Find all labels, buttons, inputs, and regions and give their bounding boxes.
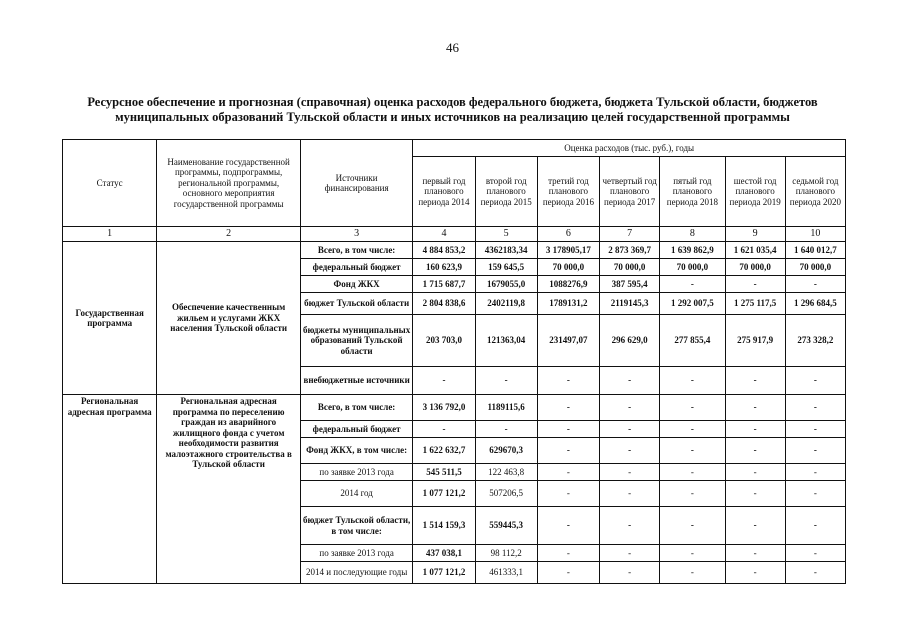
funding-source-cell: Фонд ЖКХ, в том числе:	[300, 438, 412, 464]
value-cell: -	[785, 481, 845, 507]
value-cell: -	[725, 481, 785, 507]
value-cell: -	[537, 545, 599, 562]
value-cell: -	[600, 395, 660, 421]
value-cell: -	[725, 545, 785, 562]
value-cell: 203 703,0	[413, 315, 475, 367]
title-line-1: Ресурсное обеспечение и прогнозная (справочная) оценка расходов федерального бюджета, бюджета Тульской области, бюджетов	[87, 95, 818, 109]
value-cell: 1088276,9	[537, 276, 599, 293]
title-line-2: муниципальных образований Тульской области и иных источников на реализацию целей государственной программы	[115, 110, 790, 124]
value-cell: 629670,3	[475, 438, 537, 464]
value-cell: 70 000,0	[537, 259, 599, 276]
table-row	[63, 395, 846, 421]
value-cell: 4362183,34	[475, 242, 537, 259]
value-cell: -	[475, 421, 537, 438]
value-cell: -	[600, 367, 660, 395]
funding-source-cell: внебюджетные источники	[300, 367, 412, 395]
program-name-cell: Обеспечение качественным жильем и услугами ЖКХ населения Тульской области	[157, 242, 301, 395]
header-year-5: пятый год планового периода 2018	[660, 157, 725, 227]
col-number: 9	[725, 227, 785, 242]
funding-source-cell: федеральный бюджет	[300, 259, 412, 276]
value-cell: 1 077 121,2	[413, 481, 475, 507]
value-cell: -	[725, 438, 785, 464]
value-cell: 1 715 687,7	[413, 276, 475, 293]
value-cell: -	[413, 367, 475, 395]
funding-source-cell: Всего, в том числе:	[300, 242, 412, 259]
value-cell: -	[537, 464, 599, 481]
header-row-1	[63, 140, 846, 157]
value-cell: 1 275 117,5	[725, 293, 785, 315]
value-cell: 1 639 862,9	[660, 242, 725, 259]
header-row-numbers	[63, 227, 846, 242]
funding-source-cell: бюджет Тульской области	[300, 293, 412, 315]
value-cell: 159 645,5	[475, 259, 537, 276]
value-cell: -	[660, 395, 725, 421]
value-cell: -	[785, 395, 845, 421]
value-cell: 160 623,9	[413, 259, 475, 276]
value-cell: -	[785, 464, 845, 481]
value-cell: -	[600, 464, 660, 481]
value-cell: 70 000,0	[660, 259, 725, 276]
value-cell: -	[600, 507, 660, 545]
value-cell: 4 884 853,2	[413, 242, 475, 259]
value-cell: -	[785, 421, 845, 438]
col-number: 10	[785, 227, 845, 242]
header-sources: Источники финансирования	[300, 140, 412, 227]
value-cell: 1 622 632,7	[413, 438, 475, 464]
value-cell: 1 640 012,7	[785, 242, 845, 259]
header-year-2: второй год планового периода 2015	[475, 157, 537, 227]
value-cell: -	[660, 438, 725, 464]
col-number: 2	[157, 227, 301, 242]
value-cell: -	[600, 438, 660, 464]
value-cell: 1 077 121,2	[413, 562, 475, 584]
value-cell: -	[725, 276, 785, 293]
value-cell: -	[600, 481, 660, 507]
header-year-3: третий год планового периода 2016	[537, 157, 599, 227]
value-cell: 275 917,9	[725, 315, 785, 367]
value-cell: -	[785, 507, 845, 545]
col-number: 8	[660, 227, 725, 242]
col-number: 7	[600, 227, 660, 242]
value-cell: -	[725, 562, 785, 584]
value-cell: -	[660, 481, 725, 507]
col-number: 6	[537, 227, 599, 242]
value-cell: -	[660, 562, 725, 584]
value-cell: -	[725, 367, 785, 395]
value-cell: 437 038,1	[413, 545, 475, 562]
value-cell: 1 621 035,4	[725, 242, 785, 259]
funding-source-cell: 2014 и последующие годы	[300, 562, 412, 584]
table-row	[63, 242, 846, 259]
value-cell: -	[537, 395, 599, 421]
value-cell: -	[600, 421, 660, 438]
value-cell: -	[537, 481, 599, 507]
header-year-6: шестой год планового периода 2019	[725, 157, 785, 227]
document-title	[40, 95, 865, 125]
value-cell: -	[785, 438, 845, 464]
value-cell: 273 328,2	[785, 315, 845, 367]
funding-source-cell: по заявке 2013 года	[300, 545, 412, 562]
value-cell: 1 296 684,5	[785, 293, 845, 315]
value-cell: 2 873 369,7	[600, 242, 660, 259]
value-cell: 2402119,8	[475, 293, 537, 315]
value-cell: -	[537, 367, 599, 395]
value-cell: -	[660, 545, 725, 562]
col-number: 5	[475, 227, 537, 242]
status-cell: Государственная программа	[63, 242, 157, 395]
value-cell: -	[600, 545, 660, 562]
col-number: 4	[413, 227, 475, 242]
resource-table	[62, 139, 846, 584]
value-cell: -	[785, 562, 845, 584]
value-cell: 1 292 007,5	[660, 293, 725, 315]
funding-source-cell: Всего, в том числе:	[300, 395, 412, 421]
value-cell: -	[660, 421, 725, 438]
value-cell: 231497,07	[537, 315, 599, 367]
value-cell: -	[725, 507, 785, 545]
value-cell: 3 178905,17	[537, 242, 599, 259]
value-cell: -	[660, 367, 725, 395]
value-cell: 507206,5	[475, 481, 537, 507]
value-cell: 296 629,0	[600, 315, 660, 367]
value-cell: -	[785, 545, 845, 562]
header-estimate: Оценка расходов (тыс. руб.), годы	[413, 140, 846, 157]
col-number: 3	[300, 227, 412, 242]
header-status: Статус	[63, 140, 157, 227]
value-cell: 1679055,0	[475, 276, 537, 293]
header-year-7: седьмой год планового периода 2020	[785, 157, 845, 227]
section-regional-program	[63, 395, 846, 584]
value-cell: -	[537, 562, 599, 584]
funding-source-cell: по заявке 2013 года	[300, 464, 412, 481]
header-name: Наименование государственной программы, подпрограммы, региональной программы, основного мероприятия государственной программы	[157, 140, 301, 227]
value-cell: -	[537, 421, 599, 438]
value-cell: 70 000,0	[725, 259, 785, 276]
value-cell: -	[785, 276, 845, 293]
value-cell: 1789131,2	[537, 293, 599, 315]
value-cell: -	[475, 367, 537, 395]
value-cell: -	[413, 421, 475, 438]
value-cell: 122 463,8	[475, 464, 537, 481]
value-cell: -	[725, 395, 785, 421]
value-cell: 2119145,3	[600, 293, 660, 315]
value-cell: 559445,3	[475, 507, 537, 545]
page-number: 46	[446, 40, 459, 55]
value-cell: -	[725, 421, 785, 438]
value-cell: 2 804 838,6	[413, 293, 475, 315]
value-cell: -	[725, 464, 785, 481]
funding-source-cell: бюджет Тульской области, в том числе:	[300, 507, 412, 545]
value-cell: 1189115,6	[475, 395, 537, 421]
col-number: 1	[63, 227, 157, 242]
value-cell: -	[660, 276, 725, 293]
program-name-cell: Региональная адресная программа по переселению граждан из аварийного жилищного фонда с учетом необходимости развития малоэтажного строительства в Тульской области	[157, 395, 301, 584]
value-cell: 70 000,0	[785, 259, 845, 276]
value-cell: -	[537, 438, 599, 464]
value-cell: 121363,04	[475, 315, 537, 367]
value-cell: 387 595,4	[600, 276, 660, 293]
value-cell: 70 000,0	[600, 259, 660, 276]
value-cell: 277 855,4	[660, 315, 725, 367]
value-cell: -	[660, 507, 725, 545]
value-cell: 98 112,2	[475, 545, 537, 562]
value-cell: 1 514 159,3	[413, 507, 475, 545]
funding-source-cell: федеральный бюджет	[300, 421, 412, 438]
status-cell: Региональная адресная программа	[63, 395, 157, 584]
value-cell: -	[660, 464, 725, 481]
funding-source-cell: 2014 год	[300, 481, 412, 507]
value-cell: -	[600, 562, 660, 584]
header-year-4: четвертый год планового периода 2017	[600, 157, 660, 227]
value-cell: 461333,1	[475, 562, 537, 584]
section-state-program	[63, 242, 846, 395]
value-cell: 3 136 792,0	[413, 395, 475, 421]
value-cell: -	[537, 507, 599, 545]
funding-source-cell: бюджеты муниципальных образований Тульской области	[300, 315, 412, 367]
header-year-1: первый год планового периода 2014	[413, 157, 475, 227]
funding-source-cell: Фонд ЖКХ	[300, 276, 412, 293]
value-cell: -	[785, 367, 845, 395]
value-cell: 545 511,5	[413, 464, 475, 481]
